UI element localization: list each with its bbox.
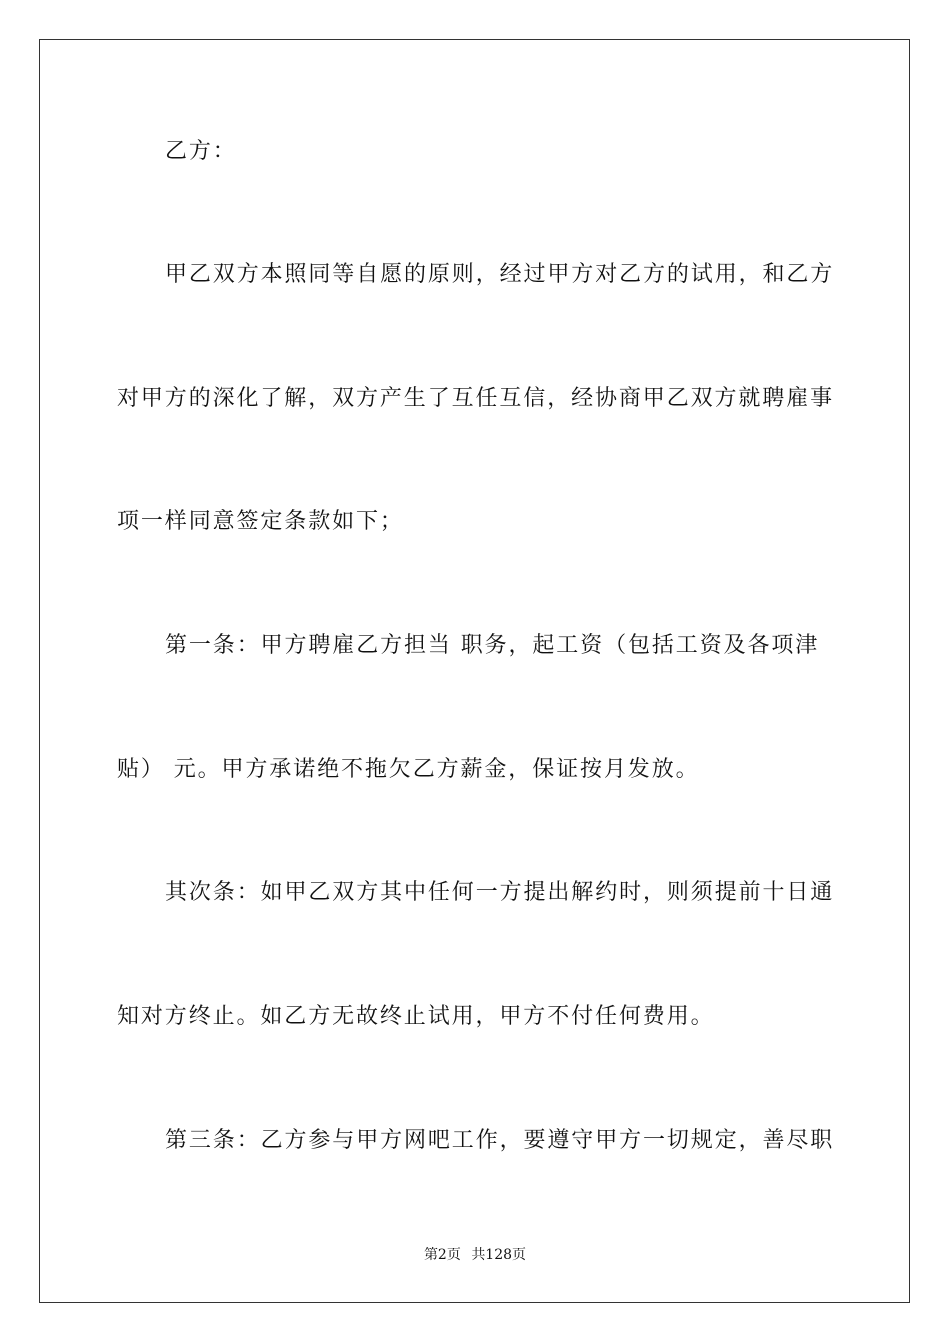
text-line-3: 项一样同意签定条款如下； xyxy=(117,509,404,534)
party-b-label: 乙方： xyxy=(165,139,237,164)
article-1-line-1: 第一条：甲方聘雇乙方担当 职务，起工资（包括工资及各项津 xyxy=(165,633,820,658)
page-frame xyxy=(39,39,910,1303)
article-2-line-2: 知对方终止。如乙方无故终止试用，甲方不付任何费用。 xyxy=(117,1004,715,1029)
page-footer xyxy=(0,1246,950,1264)
page-number: 第2页 xyxy=(423,1247,461,1263)
article-3-line-1: 第三条：乙方参与甲方网吧工作，要遵守甲方一切规定，善尽职 xyxy=(165,1128,835,1153)
page-total: 共128页 xyxy=(471,1247,527,1263)
text-line-2: 对甲方的深化了解，双方产生了互任互信，经协商甲乙双方就聘雇事 xyxy=(117,386,835,411)
text-line-1: 甲乙双方本照同等自愿的原则，经过甲方对乙方的试用，和乙方 xyxy=(165,262,835,287)
article-2-line-1: 其次条：如甲乙双方其中任何一方提出解约时，则须提前十日通 xyxy=(165,880,835,905)
article-1-line-2: 贴） 元。甲方承诺绝不拖欠乙方薪金，保证按月发放。 xyxy=(117,757,700,782)
